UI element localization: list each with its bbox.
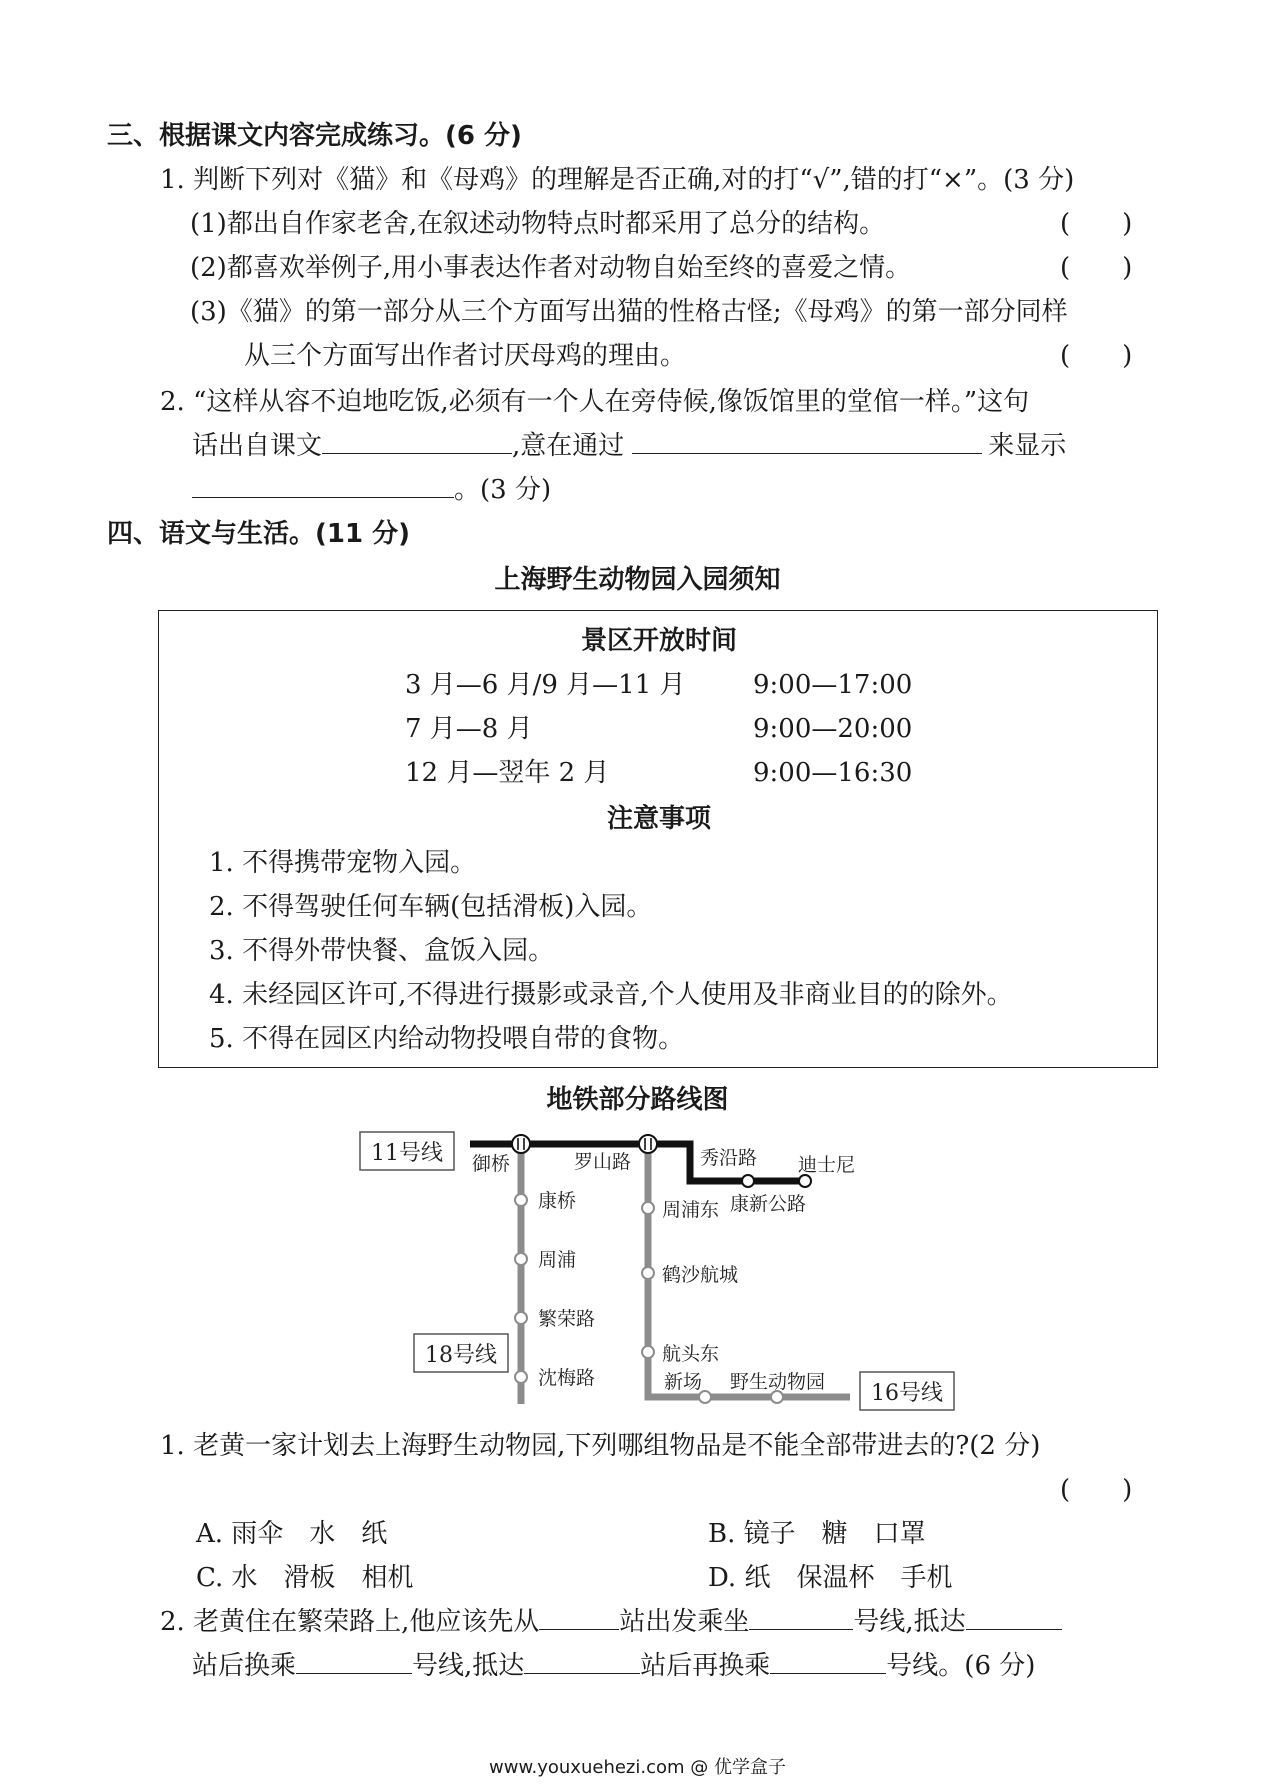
hours-row-3-time: 9:00—16:30 — [753, 758, 913, 788]
s4-q2-text-1: 2. 老黄住在繁荣路上,他应该先从 — [160, 1607, 540, 1637]
s4-q2-blank-1[interactable] — [539, 1605, 619, 1630]
footer-watermark: www.youxuehezi.com @ 优学盒子 — [489, 1757, 786, 1778]
station-dot-fanronglu — [515, 1312, 527, 1324]
hours-row-3-months: 12 月—翌年 2 月 — [405, 758, 610, 788]
s4-q2-text-6: 站后再换乘 — [640, 1651, 771, 1681]
station-kangxingonglu: 康新公路 — [730, 1193, 807, 1215]
s4-q1-option-d[interactable]: D. 纸 保温杯 手机 — [708, 1563, 953, 1593]
section-4-heading: 四、语文与生活。(11 分) — [107, 519, 410, 549]
s4-q2-blank-2[interactable] — [749, 1605, 853, 1630]
station-wildpark: 野生动物园 — [730, 1371, 826, 1393]
s4-q1-option-c[interactable]: C. 水 滑板 相机 — [196, 1563, 414, 1593]
hours-row-2-time: 9:00—20:00 — [753, 714, 913, 744]
hours-row-2-months: 7 月—8 月 — [405, 714, 533, 744]
line-11-label — [360, 1132, 454, 1170]
station-heshahangcheng: 鹤沙航城 — [662, 1264, 739, 1286]
station-hangtoudong: 航头东 — [662, 1343, 720, 1365]
rule-1: 1. 不得携带宠物入园。 — [209, 848, 477, 878]
station-dot-heshahangcheng — [642, 1267, 654, 1279]
s4-q2-blank-3[interactable] — [966, 1605, 1062, 1630]
notice-title: 上海野生动物园入园须知 — [494, 565, 781, 595]
station-zhoupudong: 周浦东 — [662, 1199, 720, 1221]
line-18-label — [414, 1334, 508, 1372]
station-dot-shenmeilu — [515, 1371, 527, 1383]
s3-q2-text-d: 。(3 分) — [454, 475, 552, 505]
s3-q1-answer-paren-1[interactable]: ( ) — [1060, 209, 1133, 239]
s4-q2-blank-4[interactable] — [296, 1649, 412, 1674]
s3-q1-item-1: (1)都出自作家老舍,在叙述动物特点时都采用了总分的结构。 — [190, 209, 886, 239]
transfer-station-luoshanlu — [639, 1135, 657, 1153]
s4-q2-text-2: 站出发乘坐 — [619, 1607, 750, 1637]
s3-q1-stem: 1. 判断下列对《猫》和《母鸡》的理解是否正确,对的打“√”,错的打“×”。(3 分) — [160, 165, 1075, 195]
line-16-label — [860, 1372, 954, 1410]
station-dot-kangqiao — [515, 1194, 527, 1206]
station-disney: 迪士尼 — [798, 1154, 856, 1176]
map-title: 地铁部分路线图 — [546, 1085, 729, 1115]
s3-q1-item-3: (3)《猫》的第一部分从三个方面写出猫的性格古怪;《母鸡》的第一部分同样 — [190, 297, 1068, 327]
s3-q1-answer-paren-3[interactable]: ( ) — [1060, 341, 1133, 371]
rule-3: 3. 不得外带快餐、盒饭入园。 — [209, 936, 555, 966]
rule-4: 4. 未经园区许可,不得进行摄影或录音,个人使用及非商业目的的除外。 — [209, 980, 1013, 1010]
station-zhoupu: 周浦 — [538, 1249, 577, 1271]
s4-q2-line2 — [192, 1646, 1035, 1686]
s4-q1-option-b[interactable]: B. 镜子 糖 口罩 — [708, 1519, 926, 1549]
station-kangqiao: 康桥 — [538, 1190, 577, 1212]
rule-2: 2. 不得驾驶任何车辆(包括滑板)入园。 — [209, 892, 653, 922]
s3-q1-answer-paren-2[interactable]: ( ) — [1060, 253, 1133, 283]
transfer-station-yuqiao — [512, 1135, 530, 1153]
line-16-label-text: 16号线 — [871, 1381, 943, 1406]
hours-row-1-months: 3 月—6 月/9 月—11 月 — [405, 670, 686, 700]
rule-5: 5. 不得在园区内给动物投喂自带的食物。 — [209, 1024, 685, 1054]
s4-q2-text-3: 号线,抵达 — [853, 1607, 966, 1637]
station-yuqiao: 御桥 — [472, 1153, 511, 1175]
s3-q1-item-2: (2)都喜欢举例子,用小事表达作者对动物自始至终的喜爱之情。 — [190, 253, 912, 283]
line-18-label-text: 18号线 — [425, 1343, 497, 1368]
station-dot-hangtoudong — [642, 1346, 654, 1358]
station-shenmeilu: 沈梅路 — [538, 1367, 596, 1389]
station-dot-kangxingonglu — [742, 1175, 754, 1187]
section-3-heading: 三、根据课文内容完成练习。(6 分) — [107, 121, 522, 151]
s4-q2-text-5: 号线,抵达 — [412, 1651, 525, 1681]
s4-q2-blank-5[interactable] — [524, 1649, 640, 1674]
station-dot-zhoupudong — [642, 1202, 654, 1214]
line-11-label-text: 11号线 — [371, 1141, 443, 1166]
s3-q1-item-3-cont: 从三个方面写出作者讨厌母鸡的理由。 — [244, 341, 687, 371]
s3-q2-text-c: 来显示 — [988, 431, 1067, 461]
s3-q2-text-b: ,意在通过 — [512, 431, 625, 461]
hours-row-1-time: 9:00—17:00 — [753, 670, 913, 700]
station-dot-zhoupu — [515, 1253, 527, 1265]
station-luoshanlu: 罗山路 — [574, 1151, 632, 1173]
s4-q2-line1 — [160, 1602, 1062, 1642]
s3-q2-line1: 2. “这样从容不迫地吃饭,必须有一个人在旁侍候,像饭馆里的堂倌一样。”这句 — [160, 387, 1030, 417]
s4-q1-option-a[interactable]: A. 雨伞 水 纸 — [196, 1519, 388, 1549]
s3-q2-text-a: 话出自课文 — [192, 431, 323, 461]
hours-title: 景区开放时间 — [580, 626, 737, 656]
s4-q1-answer-paren[interactable]: ( ) — [1060, 1475, 1133, 1505]
station-xiuyanlu: 秀沿路 — [700, 1147, 758, 1169]
rules-title: 注意事项 — [606, 804, 711, 834]
s4-q1-stem: 1. 老黄一家计划去上海野生动物园,下列哪组物品是不能全部带进去的?(2 分) — [160, 1431, 1041, 1461]
s4-q2-text-7: 号线。(6 分) — [886, 1651, 1036, 1681]
s4-q2-text-4: 站后换乘 — [192, 1651, 297, 1681]
station-dot-disney — [799, 1175, 811, 1187]
s4-q2-blank-6[interactable] — [770, 1649, 886, 1674]
station-xinchang: 新场 — [664, 1371, 703, 1393]
station-fanronglu: 繁荣路 — [538, 1308, 596, 1330]
